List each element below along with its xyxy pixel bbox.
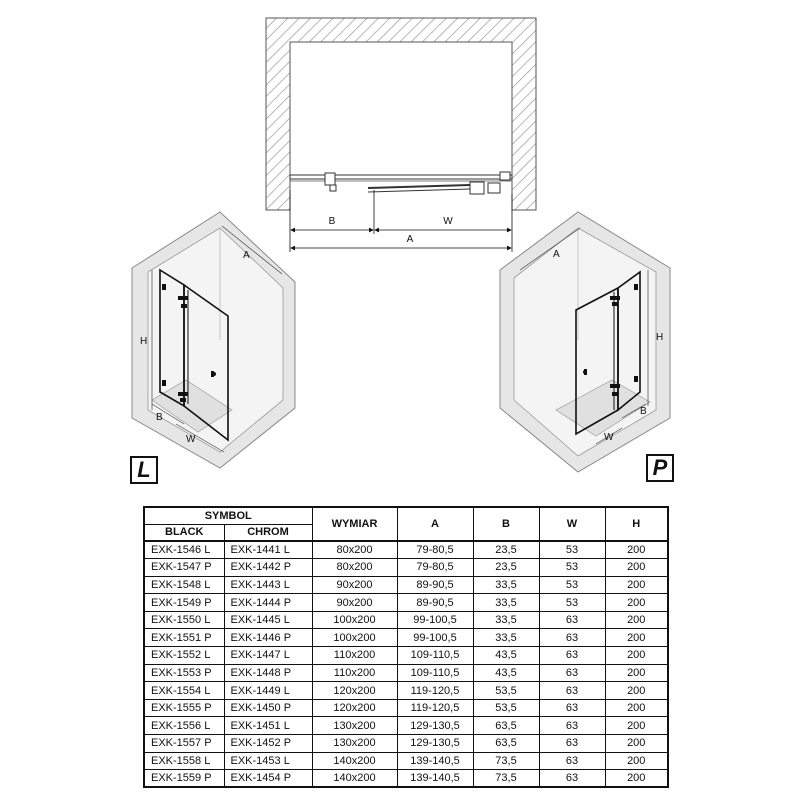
table-cell: 63	[539, 770, 605, 788]
table-cell: EXK-1446 P	[224, 629, 312, 647]
table-cell: 200	[605, 735, 668, 753]
plan-label-w: W	[443, 216, 453, 227]
table-cell: 33,5	[473, 611, 539, 629]
table-cell: 90x200	[312, 576, 397, 594]
plan-label-b: B	[328, 216, 336, 227]
table-cell: 23,5	[473, 541, 539, 559]
table-cell: 53	[539, 594, 605, 612]
table-row	[144, 541, 668, 559]
table-cell: 109-110,5	[397, 664, 473, 682]
table-cell: 110x200	[312, 664, 397, 682]
table-cell: 109-110,5	[397, 647, 473, 665]
table-cell: 63	[539, 629, 605, 647]
table-cell: 89-90,5	[397, 576, 473, 594]
table-cell: 33,5	[473, 594, 539, 612]
table-cell: 200	[605, 576, 668, 594]
table-cell: EXK-1546 L	[144, 541, 224, 559]
table-cell: 129-130,5	[397, 735, 473, 753]
table-row	[144, 699, 668, 717]
table-cell: EXK-1550 L	[144, 611, 224, 629]
table-cell: EXK-1551 P	[144, 629, 224, 647]
spec-table-body	[144, 541, 668, 787]
table-cell: EXK-1555 P	[144, 699, 224, 717]
table-cell: 63,5	[473, 735, 539, 753]
table-cell: 119-120,5	[397, 699, 473, 717]
table-cell: EXK-1448 P	[224, 664, 312, 682]
table-row	[144, 629, 668, 647]
table-row	[144, 559, 668, 577]
table-cell: 200	[605, 699, 668, 717]
header-h: H	[605, 507, 668, 541]
table-cell: 99-100,5	[397, 611, 473, 629]
table-cell: 130x200	[312, 735, 397, 753]
table-cell: EXK-1443 L	[224, 576, 312, 594]
table-cell: 63	[539, 611, 605, 629]
table-cell: 63	[539, 752, 605, 770]
plan-view	[266, 18, 536, 252]
table-cell: EXK-1450 P	[224, 699, 312, 717]
header-chrom: CHROM	[224, 524, 312, 541]
right-3d-view	[500, 212, 670, 472]
table-row	[144, 752, 668, 770]
table-cell: 79-80,5	[397, 559, 473, 577]
header-a: A	[397, 507, 473, 541]
right-label-b: B	[640, 406, 647, 417]
table-row	[144, 717, 668, 735]
table-cell: 80x200	[312, 541, 397, 559]
plan-shower-glass	[290, 172, 512, 194]
table-cell: 63	[539, 664, 605, 682]
table-cell: 139-140,5	[397, 770, 473, 788]
table-cell: 129-130,5	[397, 717, 473, 735]
table-cell: 200	[605, 770, 668, 788]
table-cell: EXK-1449 L	[224, 682, 312, 700]
table-cell: 140x200	[312, 770, 397, 788]
table-cell: 119-120,5	[397, 682, 473, 700]
table-row	[144, 594, 668, 612]
table-row	[144, 647, 668, 665]
left-label-b: B	[156, 412, 163, 423]
table-cell: EXK-1552 L	[144, 647, 224, 665]
table-cell: 89-90,5	[397, 594, 473, 612]
table-cell: 130x200	[312, 717, 397, 735]
table-cell: EXK-1452 P	[224, 735, 312, 753]
table-cell: 200	[605, 682, 668, 700]
table-cell: 63,5	[473, 717, 539, 735]
table-cell: 200	[605, 559, 668, 577]
table-row	[144, 611, 668, 629]
table-cell: 53,5	[473, 682, 539, 700]
table-cell: 100x200	[312, 629, 397, 647]
table-cell: 120x200	[312, 682, 397, 700]
header-wymiar: WYMIAR	[312, 507, 397, 541]
table-cell: EXK-1442 P	[224, 559, 312, 577]
right-label-h: H	[656, 332, 664, 343]
table-cell: 200	[605, 594, 668, 612]
right-variant-badge: P	[646, 454, 674, 482]
table-cell: 53,5	[473, 699, 539, 717]
table-cell: 43,5	[473, 647, 539, 665]
header-black: BLACK	[144, 524, 224, 541]
table-cell: EXK-1558 L	[144, 752, 224, 770]
left-label-w: W	[186, 434, 196, 445]
table-cell: 80x200	[312, 559, 397, 577]
table-cell: 200	[605, 629, 668, 647]
table-cell: EXK-1444 P	[224, 594, 312, 612]
table-cell: 63	[539, 699, 605, 717]
table-cell: 33,5	[473, 576, 539, 594]
left-label-h: H	[140, 336, 148, 347]
plan-label-a: A	[406, 234, 414, 245]
table-cell: EXK-1548 L	[144, 576, 224, 594]
table-cell: 63	[539, 735, 605, 753]
table-cell: EXK-1451 L	[224, 717, 312, 735]
left-variant-badge: L	[130, 456, 158, 484]
table-cell: 200	[605, 752, 668, 770]
table-row	[144, 770, 668, 788]
table-cell: 139-140,5	[397, 752, 473, 770]
table-cell: 53	[539, 559, 605, 577]
table-row	[144, 576, 668, 594]
table-cell: EXK-1556 L	[144, 717, 224, 735]
table-cell: 53	[539, 541, 605, 559]
table-cell: EXK-1453 L	[224, 752, 312, 770]
spec-table	[143, 506, 669, 788]
table-cell: 73,5	[473, 770, 539, 788]
right-label-a: A	[553, 249, 560, 260]
table-cell: 110x200	[312, 647, 397, 665]
table-cell: 63	[539, 682, 605, 700]
table-cell: 53	[539, 576, 605, 594]
table-row	[144, 735, 668, 753]
table-cell: 23,5	[473, 559, 539, 577]
table-cell: 63	[539, 717, 605, 735]
header-w: W	[539, 507, 605, 541]
table-cell: 120x200	[312, 699, 397, 717]
header-b: B	[473, 507, 539, 541]
header-symbol: SYMBOL	[144, 507, 312, 524]
table-cell: 200	[605, 664, 668, 682]
left-label-a: A	[243, 250, 250, 261]
table-cell: 33,5	[473, 629, 539, 647]
table-cell: EXK-1557 P	[144, 735, 224, 753]
table-cell: 200	[605, 717, 668, 735]
table-cell: EXK-1553 P	[144, 664, 224, 682]
table-cell: 200	[605, 647, 668, 665]
table-cell: EXK-1554 L	[144, 682, 224, 700]
table-row	[144, 664, 668, 682]
table-cell: 63	[539, 647, 605, 665]
table-cell: 140x200	[312, 752, 397, 770]
table-cell: EXK-1445 L	[224, 611, 312, 629]
table-cell: EXK-1547 P	[144, 559, 224, 577]
table-cell: EXK-1549 P	[144, 594, 224, 612]
table-cell: 200	[605, 541, 668, 559]
left-3d-view	[132, 212, 295, 468]
table-cell: EXK-1559 P	[144, 770, 224, 788]
table-cell: EXK-1441 L	[224, 541, 312, 559]
table-cell: 100x200	[312, 611, 397, 629]
table-cell: 43,5	[473, 664, 539, 682]
table-cell: EXK-1454 P	[224, 770, 312, 788]
table-cell: 79-80,5	[397, 541, 473, 559]
table-row	[144, 682, 668, 700]
table-cell: EXK-1447 L	[224, 647, 312, 665]
table-cell: 73,5	[473, 752, 539, 770]
right-label-w: W	[604, 432, 614, 443]
table-cell: 200	[605, 611, 668, 629]
table-cell: 90x200	[312, 594, 397, 612]
table-cell: 99-100,5	[397, 629, 473, 647]
